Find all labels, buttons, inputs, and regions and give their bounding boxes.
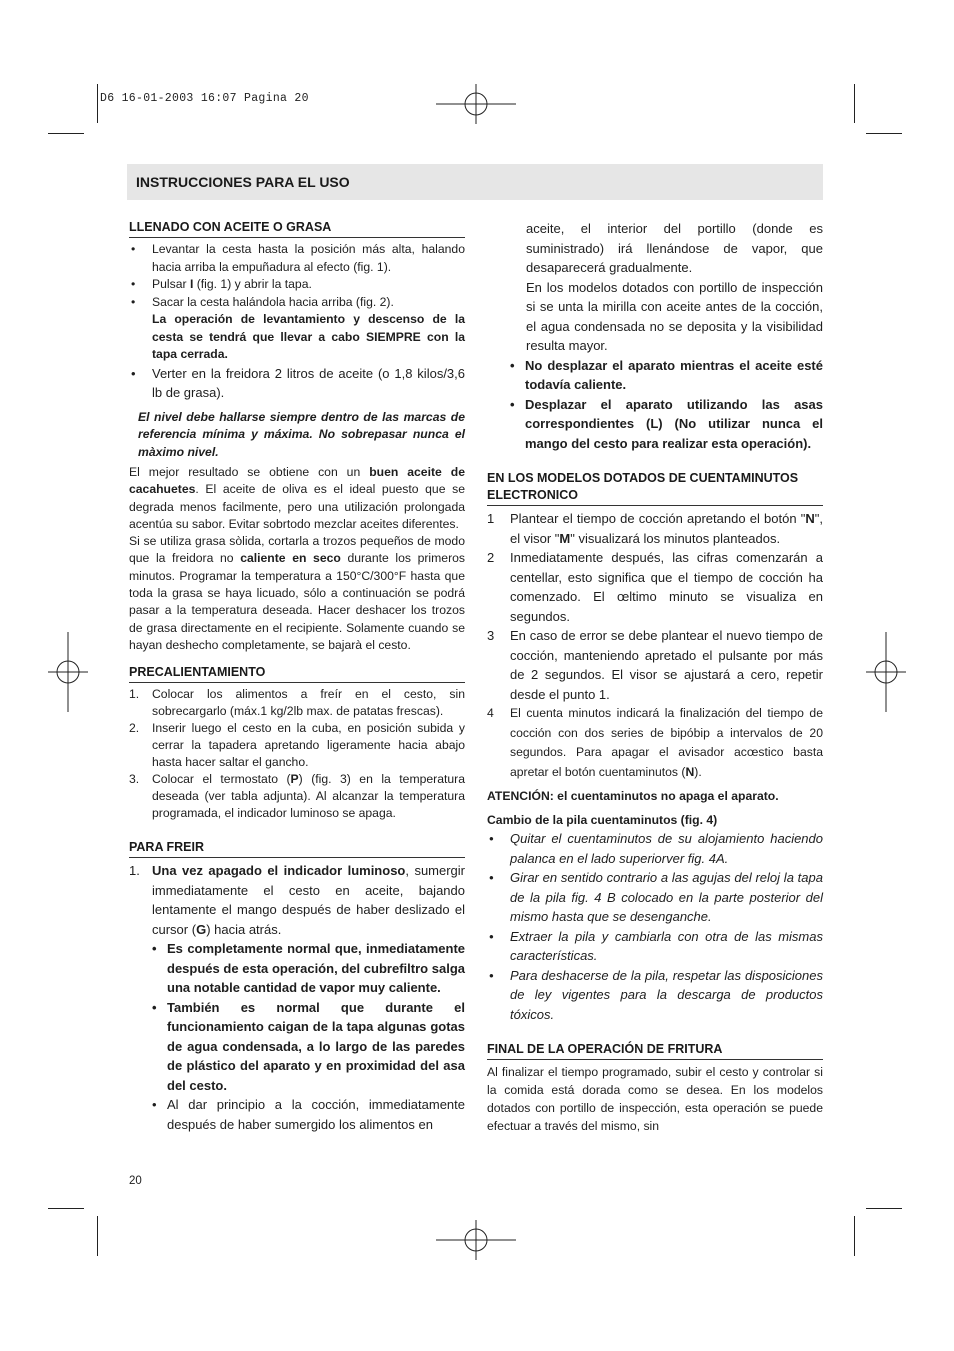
crop-mark (866, 1208, 902, 1209)
warning-list (487, 356, 823, 454)
section-header-band (127, 164, 823, 200)
list-item: • Verter en la freidora 2 litros de aceite (o 1,8 kilos/3,6 lb de grasa). (129, 364, 465, 403)
list-item: 2. Inserir luego el cesto en la cuba, en posición subida y cerrar la tapadera apretando ligeramente hacia abajo hasta hacer saltar el gancho. (129, 721, 465, 770)
crop-mark (97, 84, 98, 123)
list-item: • Pulsar I (fig. 1) y abrir la tapa. (129, 276, 465, 294)
list-item: • Sacar la cesta halándola hacia arriba (fig. 2). La operación de levantamiento y descenso de la cesta se tendrá que llevar a cabo SIEMPRE con la tapa cerrada. (129, 294, 465, 364)
list-item: • También es normal que durante el funcionamiento caigan de la tapa algunas gotas de agua condensada, a lo largo de las paredes de plástico del aparato y en proximidad del asa del cesto. (152, 998, 465, 1096)
list-item: • Es completamente normal que, inmediatamente después de esta operación, del cubrefiltro salga una notable cantidad de vapor muy caliente. (152, 939, 465, 998)
registration-mark-icon (48, 632, 88, 712)
list-item: 1. Colocar los alimentos a freír en el cesto, sin sobrecargarlo (máx.1 kg/2lb max. de patatas frescas). (129, 687, 465, 719)
list-item: 3 En caso de error se debe plantear el nuevo tiempo de cocción, manteniendo apretado el pulsante por más de 2 segundos. El visor se ajustará a cero, repetir desde el punto 1. (487, 628, 823, 702)
registration-mark-icon (436, 1220, 516, 1260)
crop-mark (48, 1208, 84, 1209)
timer-numbered-list (487, 509, 823, 782)
list-item: 2 Inmediatamente después, las cifras comenzarán a centellar, esto significa que el tiempo de cocción ha comenzado. El œltimo minuto se visualiza en segundos. (487, 550, 823, 624)
crop-mark (854, 84, 855, 123)
list-item: • Para deshacerse de la pila, respetar las disposiciones de ley vigentes para la descarga de productos tóxicos. (487, 966, 823, 1025)
section-title-final-fritura: FINAL DE LA OPERACIÓN DE FRITURA (487, 1041, 823, 1060)
left-column (129, 219, 465, 1134)
pila-title: Cambio de la pila cuentaminutos (fig. 4) (487, 812, 718, 827)
list-item: • Extraer la pila y cambiarla con otra de las mismas características. (487, 927, 823, 966)
list-item: • Desplazar el aparato utilizando las asas correspondientes (L) (No utilizar nunca el mango del cesto para realizar esta operación). (510, 395, 823, 454)
crop-mark (48, 133, 84, 134)
section-title-cuentaminutos: EN LOS MODELOS DOTADOS DE CUENTAMINUTOS ELECTRONICO (487, 470, 823, 506)
list-item: • No desplazar el aparato mientras el aceite esté todavía caliente. (510, 356, 823, 395)
crop-mark (866, 133, 902, 134)
right-column (487, 219, 823, 1135)
section-title-precalentamiento: PRECALIENTAMIENTO (129, 664, 465, 683)
print-slug: D6 16-01-2003 16:07 Pagina 20 (100, 92, 309, 105)
paragraph: Si se utiliza grasa sòlida, cortarla a trozos pequeños de modo que la freidora no caliente en seco durante los primeros minutos. Programar la temperatura a 150°C/300°F hasta que toda la grasa se haya licuado, sólo a continuación se podrá pasar a la temperatura deseada. Hacer deshacer los trozos de grasa directamente en el recipiente. Solamente cuando se hayan deshecho completamente, se bajarà el cesto. (129, 534, 466, 652)
list-item: 1 Plantear el tiempo de cocción apretando el botón "N", el visor "M" visualizará los minutos planteados. (487, 511, 823, 546)
crop-mark (854, 1216, 855, 1256)
list-item: 4 El cuenta minutos indicará la finalización del tiempo de cocción con dos series de bipóbip a intervalos de 20 segundos. Para apagar el avisador acœstico basta apretar el botón cuentaminutos (N). (487, 706, 823, 779)
paragraph: aceite, el interior del portillo (donde es suministrado) irá llenándose de vapor, que desaparecerá gradualmente. (526, 221, 823, 275)
list-item: • Girar en sentido contrario a las agujas del reloj la tapa de la pila fig. 4 B colocado en la parte posterior del mismo hasta que se desenganche. (487, 868, 823, 927)
paragraph: En los modelos dotados con portillo de inspección si se unta la mirilla con aceite antes de la cocción, el agua condensada no se deposita y la visibilidad resulta mayor. (526, 279, 823, 353)
registration-mark-icon (866, 632, 906, 712)
list-item: • Levantar la cesta hasta la posición más alta, halando hacia arriba la empuñadura al efecto (fig. 1). (129, 241, 465, 276)
registration-mark-icon (436, 84, 516, 124)
list-item: 1. Una vez apagado el indicador luminoso, sumergir immediatamente el cesto en aceite, bajando lentamente el mango después de haber deslizado el cursor (G) hacia atrás. (129, 863, 466, 937)
page-title: INSTRUCCIONES PARA EL USO (136, 174, 350, 190)
pila-bullet-list (487, 829, 823, 1024)
list-item: • Al dar principio a la cocción, immediatamente después de haber sumergido los alimentos en (152, 1095, 465, 1134)
freir-numbered-list (129, 861, 465, 939)
atencion-note: ATENCIÓN: el cuentaminutos no apaga el aparato. (487, 789, 779, 803)
paragraph: Al finalizar el tiempo programado, subir el cesto y controlar si la comida está dorada como se desea. En los modelos dotados con portillo de inspección, esta operación se puede efectuar a través del mismo, sin (487, 1065, 823, 1133)
list-item: 3. Colocar el termostato (P) (fig. 3) en la temperatura deseada (ver tabla adjunta). Al alcanzar la temperatura programada, el indicador luminoso se apaga. (129, 772, 465, 821)
precal-numbered-list (129, 686, 465, 822)
page-number: 20 (129, 1175, 142, 1187)
llenado-bullet-list (129, 241, 465, 403)
section-title-para-freir: PARA FREIR (129, 839, 465, 858)
freir-sub-list (129, 939, 465, 1134)
list-item: • Quitar el cuentaminutos de su alojamiento haciendo palanca en el lado superiorver fig. 4A. (487, 829, 823, 868)
paragraph: El mejor resultado se obtiene con un buen aceite de cacahuetes. El aceite de oliva es el ideal puesto que se degrada menos facilmente, pero una utilización prolongada acentúa su sabor. Evitar sobrtodo mezclar aceites diferentes. (129, 465, 465, 531)
section-title-llenado: LLENADO CON ACEITE O GRASA (129, 219, 465, 238)
crop-mark (97, 1216, 98, 1256)
level-note: El nivel debe hallarse siempre dentro de las marcas de referencia mínima y máxima. No sobrepasar nunca el màximo nivel. (138, 409, 465, 459)
